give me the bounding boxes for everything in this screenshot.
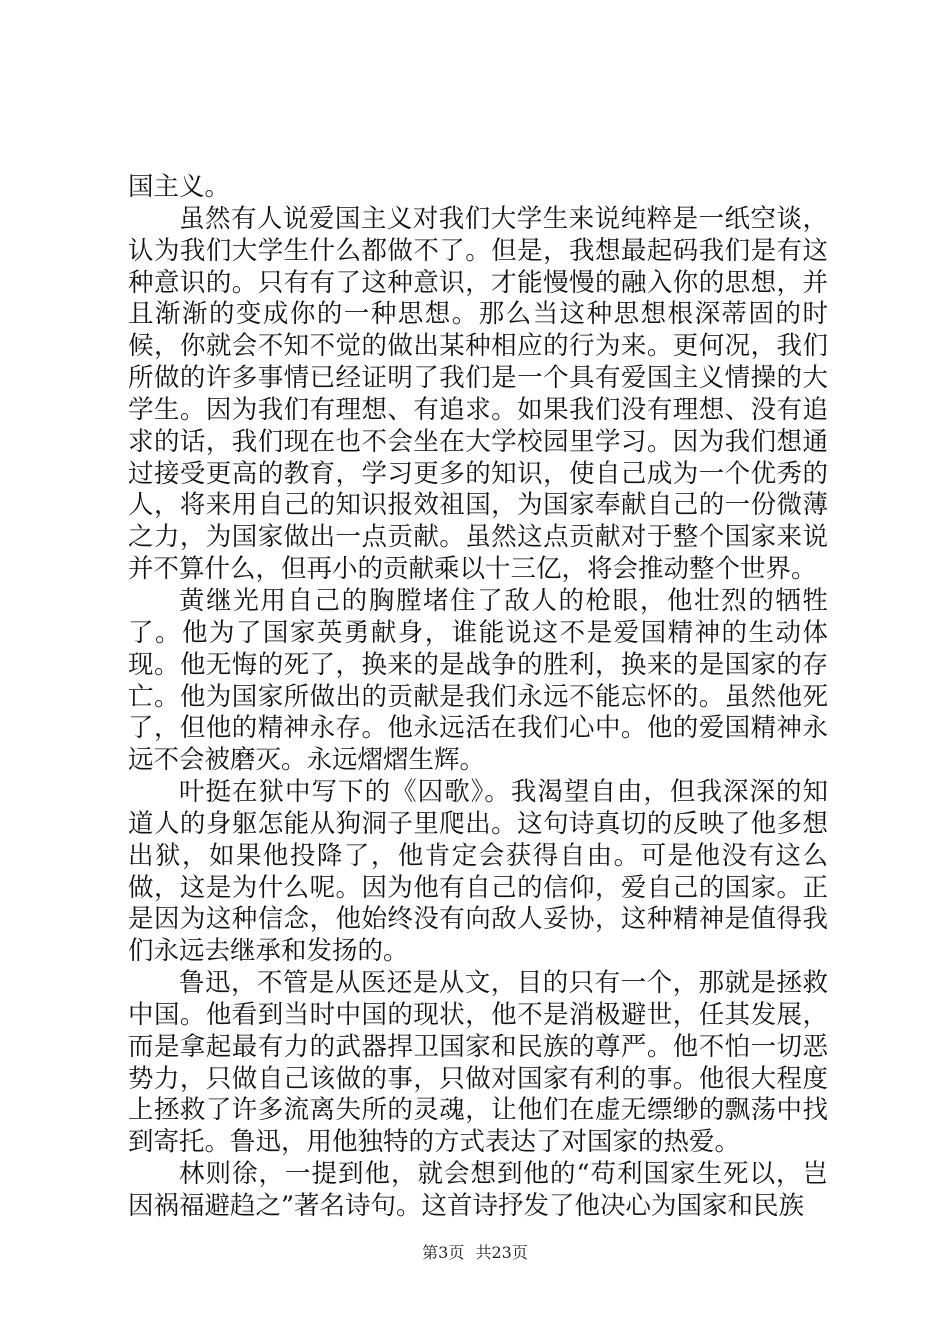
paragraph-5: 鲁迅，不管是从医还是从文，目的只有一个，那就是拯救中国。他看到当时中国的现状，他不是消极避世，任其发展，而是拿起最有力的武器捍卫国家和民族的尊严。他不怕一切恶势力，只做自己该做的事，只做对国家有利的事。他很大程度上拯救了许多流离失所的灵魂，让他们在虚无缥缈的飘荡中找到寄托。鲁迅，用他独特的方式表达了对国家的热爱。 — [128, 968, 828, 1158]
paragraph-2: 虽然有人说爱国主义对我们大学生来说纯粹是一纸空谈，认为我们大学生什么都做不了。但是，我想最起码我们是有这种意识的。只有有了这种意识，才能慢慢的融入你的思想，并且渐渐的变成你的一种思想。那么当这种思想根深蒂固的时候，你就会不知不觉的做出某种相应的行为来。更何况，我们所做的许多事情已经证明了我们是一个具有爱国主义情操的大学生。因为我们有理想、有追求。如果我们没有理想、没有追求的话，我们现在也不会坐在大学校园里学习。因为我们想通过接受更高的教育，学习更多的知识，使自己成为一个优秀的人，将来用自己的知识报效祖国，为国家奉献自己的一份微薄之力，为国家做出一点贡献。虽然这点贡献对于整个国家来说并不算什么，但再小的贡献乘以十三亿，将会推动整个世界。 — [128, 203, 828, 585]
document-body — [128, 172, 828, 1223]
page-number: 第3页 — [422, 1243, 465, 1262]
paragraph-6: 林则徐，一提到他，就会想到他的“苟利国家生死以，岂因祸福避趋之”著名诗句。这首诗抒发了他决心为国家和民族 — [128, 1159, 828, 1221]
page-total: 共23页 — [475, 1243, 528, 1262]
paragraph-1: 国主义。 — [128, 172, 231, 202]
paragraph-3: 黄继光用自己的胸膛堵住了敌人的枪眼，他壮烈的牺牲了。他为了国家英勇献身，谁能说这不是爱国精神的生动体现。他无悔的死了，换来的是战争的胜利，换来的是国家的存亡。他为国家所做出的贡献是我们永远不能忘怀的。虽然他死了，但他的精神永存。他永远活在我们心中。他的爱国精神永远不会被磨灭。永远熠熠生辉。 — [128, 585, 828, 776]
paragraph-4: 叶挺在狱中写下的《囚歌》。我渴望自由，但我深深的知道人的身躯怎能从狗洞子里爬出。这句诗真切的反映了他多想出狱，如果他投降了，他肯定会获得自由。可是他没有这么做，这是为什么呢。因为他有自己的信仰，爱自己的国家。正是因为这种信念，他始终没有向敌人妥协，这种精神是值得我们永远去继承和发扬的。 — [128, 777, 828, 967]
page-footer — [0, 1240, 950, 1263]
